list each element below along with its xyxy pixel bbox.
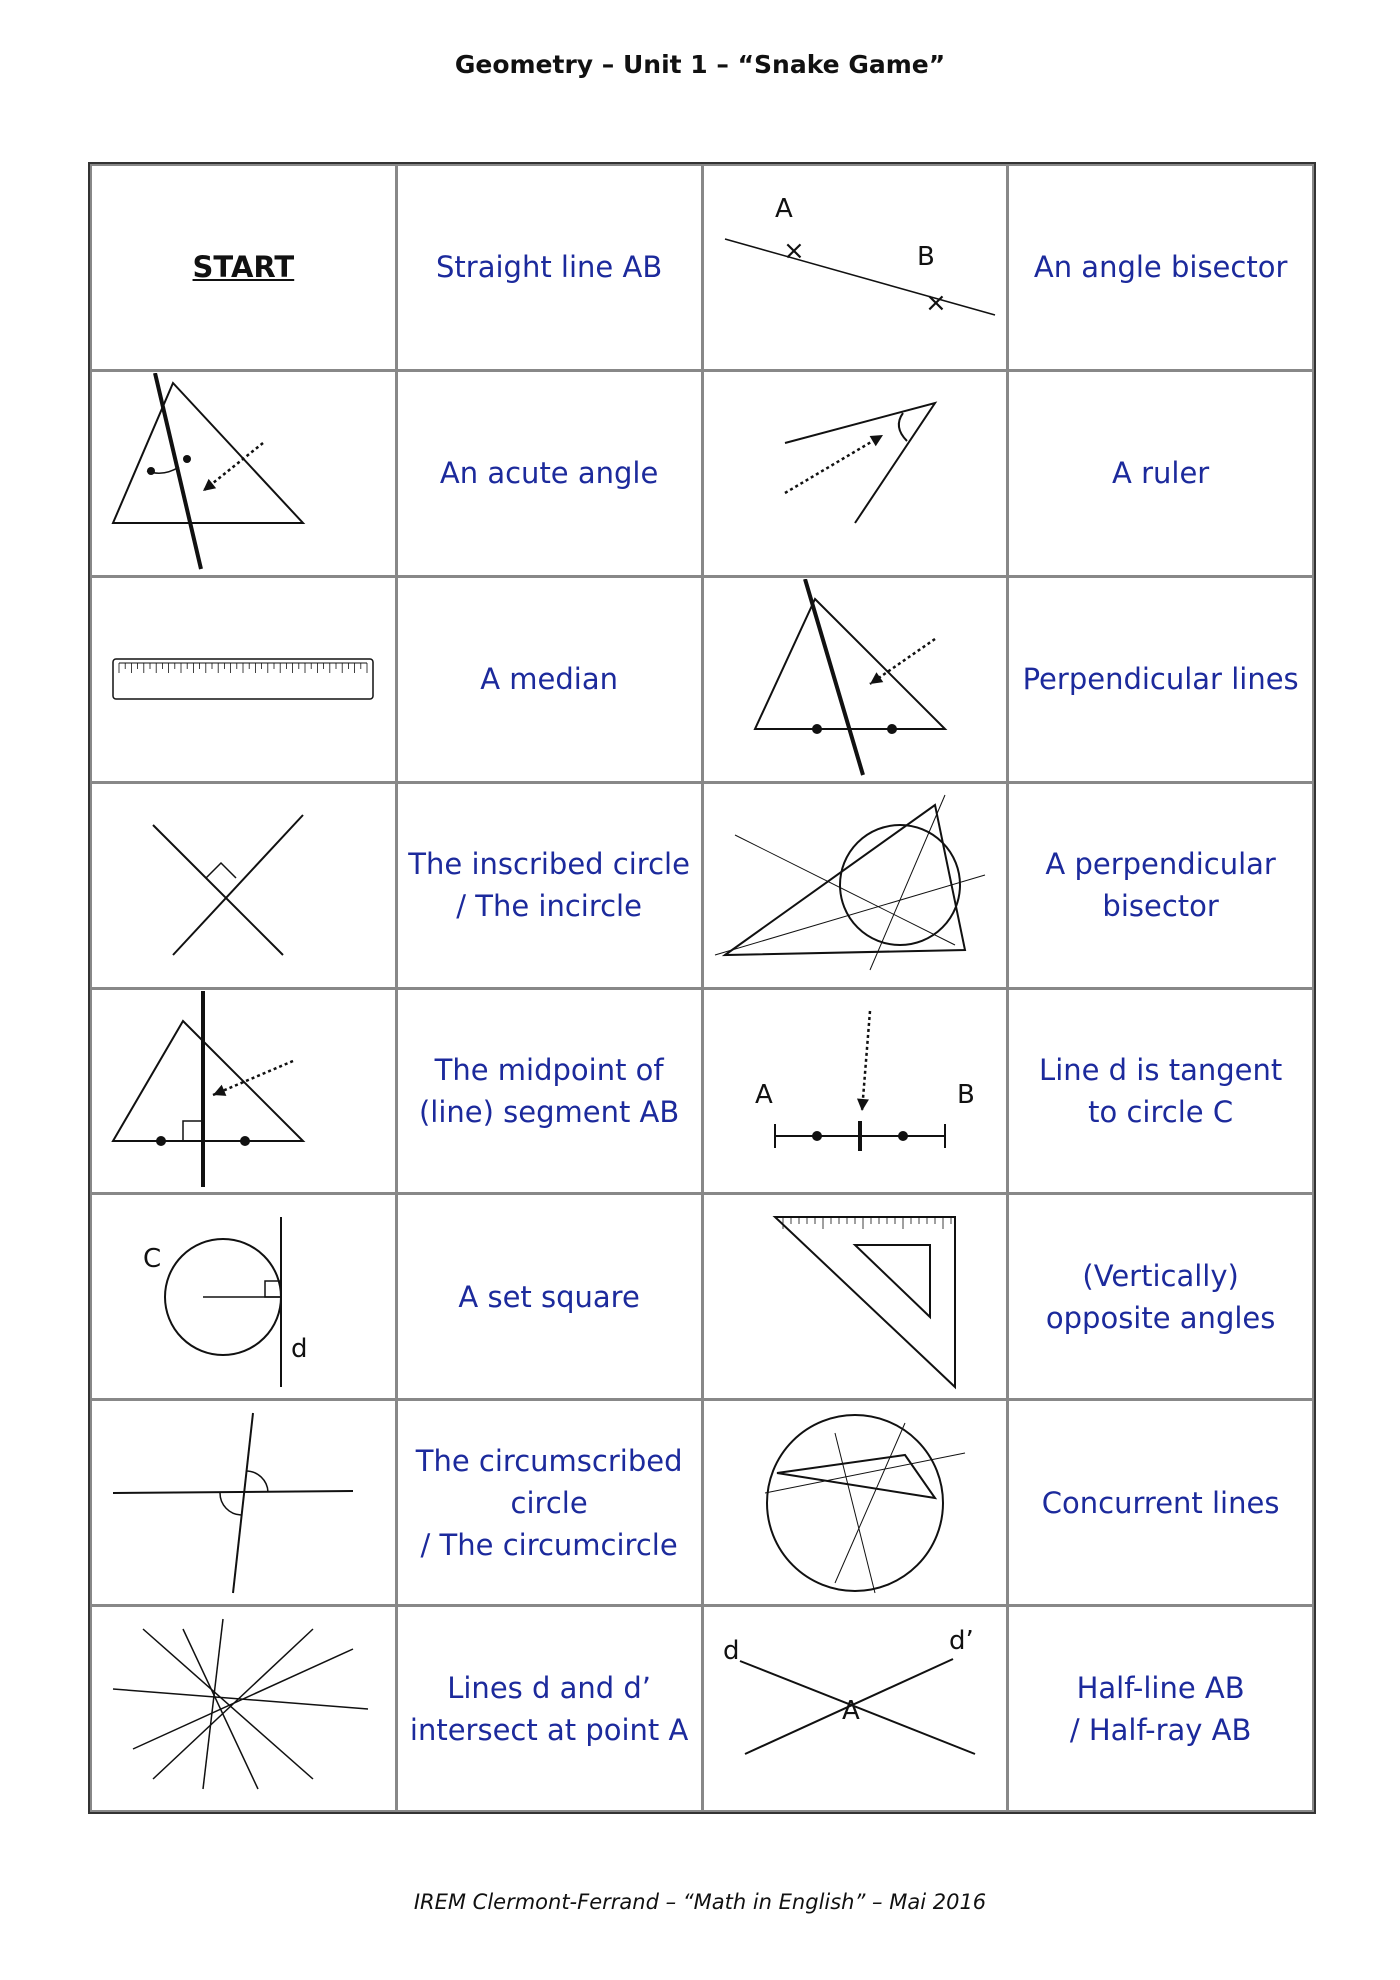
term-label: A set square — [458, 1279, 640, 1314]
acute-angle-icon — [705, 373, 1005, 573]
term-card — [398, 1195, 701, 1398]
page-title: Geometry – Unit 1 – “Snake Game” — [454, 50, 946, 79]
term-label: A perpendicular bisector — [1045, 847, 1276, 924]
term-card — [1009, 784, 1312, 987]
term-card — [1009, 372, 1312, 575]
circumcircle-icon — [705, 1403, 1005, 1603]
term-label: The inscribed circle / The incircle — [408, 847, 690, 924]
term-label: The circumscribed circle / The circumcircle — [415, 1443, 683, 1562]
start-cell — [92, 166, 395, 369]
figure-card — [704, 990, 1007, 1193]
segment-midpoint-icon — [705, 991, 1005, 1191]
term-card — [1009, 990, 1312, 1193]
term-label: (Vertically) opposite angles — [1045, 1258, 1276, 1335]
intersecting-lines-icon — [705, 1609, 1005, 1809]
figure-card — [704, 1607, 1007, 1810]
term-label: An angle bisector — [1033, 250, 1288, 285]
term-card — [1009, 1607, 1312, 1810]
figure-card — [704, 784, 1007, 987]
figure-card — [92, 1195, 395, 1398]
figure-label: A — [841, 1695, 860, 1726]
term-label: A ruler — [1112, 456, 1210, 491]
term-card — [398, 784, 701, 987]
figure-card — [704, 578, 1007, 781]
svg-text:×: × — [782, 236, 805, 267]
term-label: Lines d and d’ intersect at point A — [409, 1670, 689, 1747]
term-label: Line d is tangent to circle C — [1039, 1052, 1283, 1129]
figure-card — [92, 1401, 395, 1604]
term-card — [398, 1401, 701, 1604]
concurrent-lines-icon — [93, 1609, 393, 1809]
figure-card — [92, 578, 395, 781]
perpendicular-lines-icon — [93, 785, 393, 985]
figure-card — [704, 1195, 1007, 1398]
figure-label: A — [774, 194, 793, 225]
term-card — [1009, 578, 1312, 781]
figure-label: d — [291, 1333, 308, 1364]
figure-card — [92, 372, 395, 575]
term-card — [398, 990, 701, 1193]
term-card — [398, 372, 701, 575]
term-card — [1009, 1401, 1312, 1604]
figure-label: B — [956, 1079, 975, 1110]
figure-card — [704, 372, 1007, 575]
term-label: Straight line AB — [436, 250, 663, 285]
figure-card — [92, 1607, 395, 1810]
figure-card — [92, 990, 395, 1193]
triangle-median-icon — [705, 579, 1005, 779]
term-label: An acute angle — [439, 456, 659, 491]
figure-label: d — [722, 1635, 740, 1666]
figure-card — [704, 1401, 1007, 1604]
tangent-circle-icon — [93, 1197, 393, 1397]
term-label: Concurrent lines — [1041, 1485, 1280, 1520]
term-label: The midpoint of (line) segment AB — [418, 1052, 680, 1129]
term-card — [398, 578, 701, 781]
start-label: START — [192, 250, 295, 285]
triangle-angle-bisector-icon — [93, 373, 393, 573]
term-card — [398, 166, 701, 369]
figure-card — [704, 166, 1007, 369]
opposite-angles-icon — [93, 1403, 393, 1603]
set-square-icon — [705, 1197, 1005, 1397]
term-label: A median — [480, 662, 618, 697]
term-label: Half-line AB / Half-ray AB — [1069, 1670, 1252, 1747]
page-footer: IREM Clermont-Ferrand – “Math in English” – Mai 2016 — [413, 1890, 987, 1914]
term-card — [398, 1607, 701, 1810]
ruler-icon — [93, 579, 393, 779]
figure-label: B — [916, 242, 935, 273]
line-ab-icon — [705, 167, 1005, 367]
figure-label: A — [754, 1079, 773, 1110]
figure-label: d’ — [948, 1625, 974, 1656]
incircle-icon — [705, 785, 1005, 985]
term-card — [1009, 166, 1312, 369]
term-label: Perpendicular lines — [1022, 662, 1299, 697]
svg-text:×: × — [924, 288, 947, 319]
figure-label: C — [143, 1243, 162, 1274]
term-card — [1009, 1195, 1312, 1398]
snake-game-board — [88, 162, 1316, 1814]
triangle-perpendicular-bisector-icon — [93, 991, 393, 1191]
figure-card — [92, 784, 395, 987]
